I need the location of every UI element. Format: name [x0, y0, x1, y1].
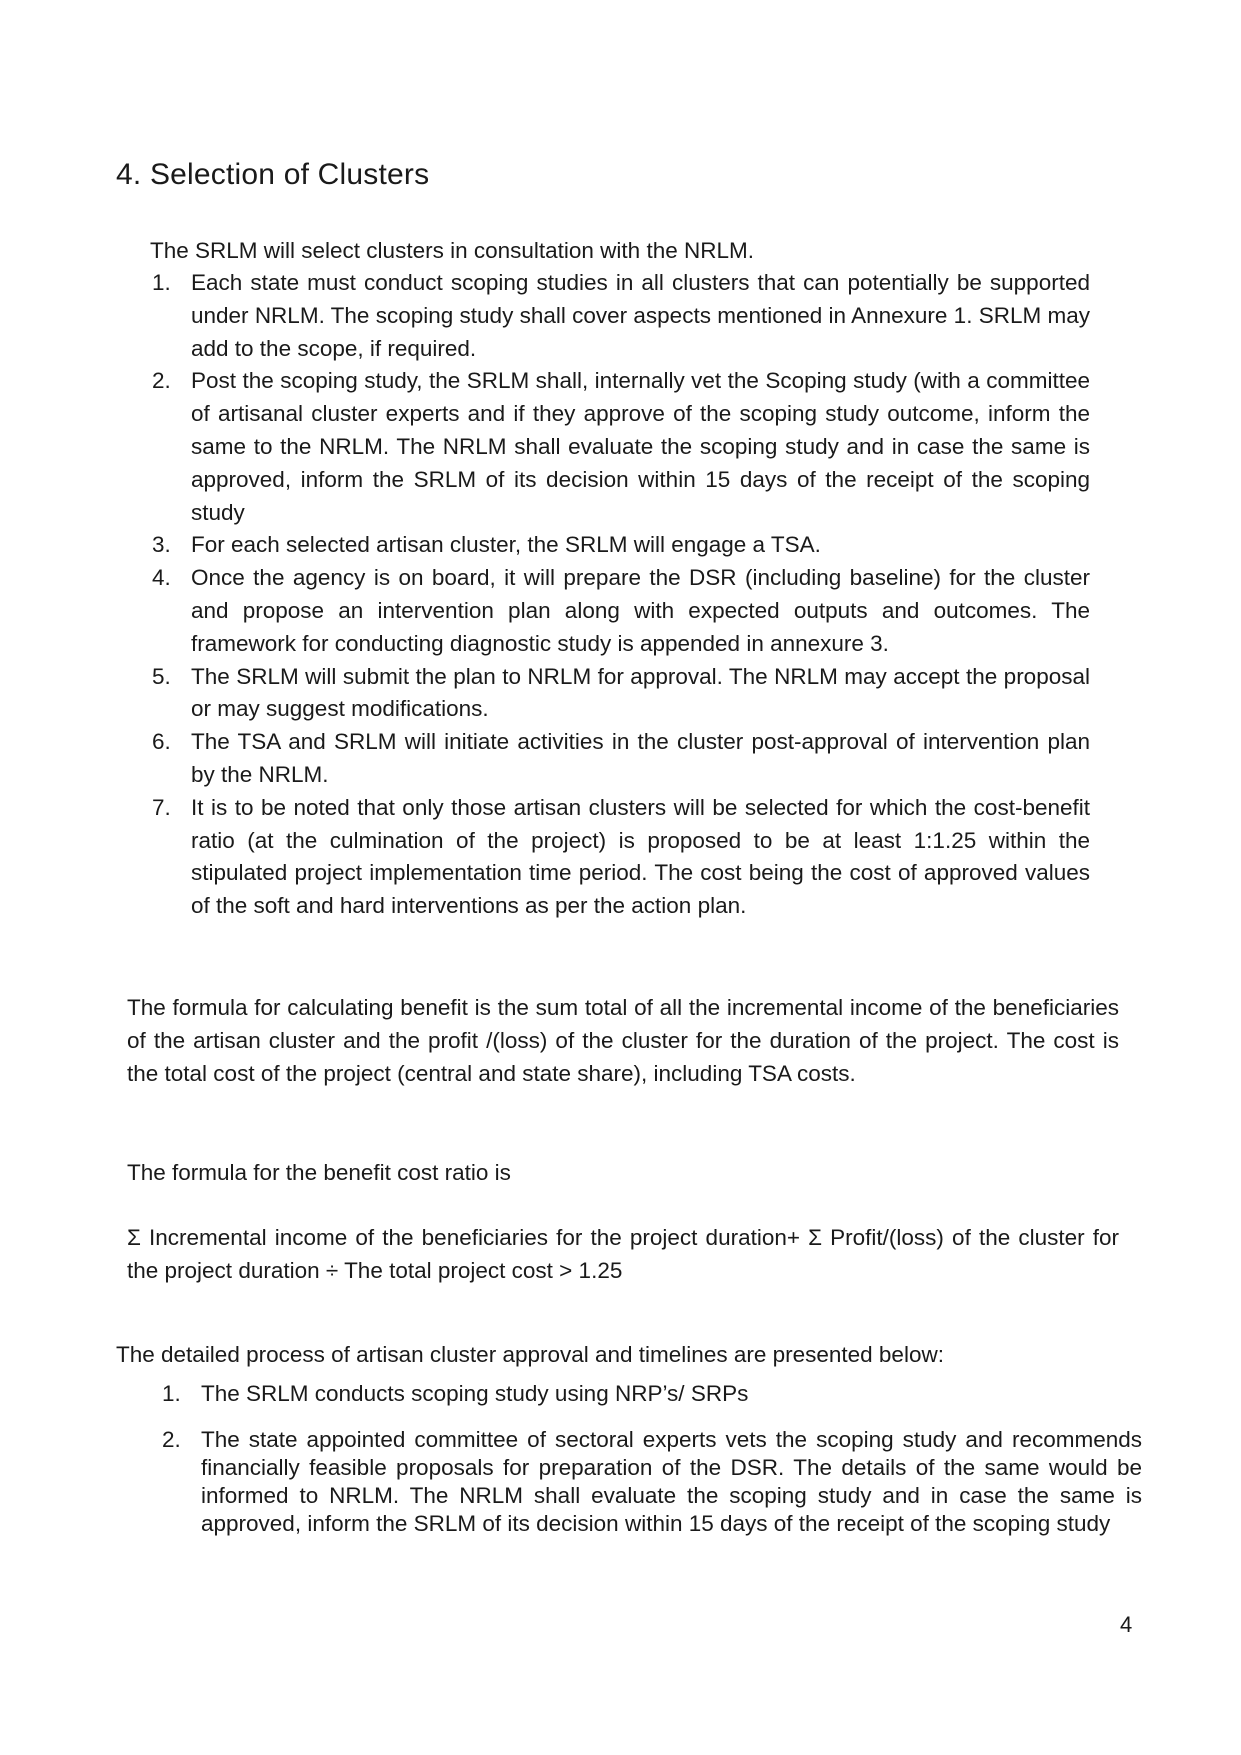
list-item-number: 1. [152, 270, 171, 295]
list-item-number: 2. [152, 368, 171, 394]
list-item-text: Post the scoping study, the SRLM shall, internally vet the Scoping study (with a committee of artisanal cluster experts and if they approve of the scoping study outcome, inform the same to the NRLM. The NRLM shall evaluate the scoping study and in case the same is approved, inform the SRLM of its decision within 15 days of the receipt of the scoping study [191, 368, 1090, 525]
section-heading: 4. Selection of Clusters [116, 158, 430, 191]
list-item-text: The TSA and SRLM will initiate activities in the cluster post-approval of intervention plan by the NRLM. [191, 729, 1090, 787]
ratio-formula-paragraph: Σ Incremental income of the beneficiaries for the project duration+ Σ Profit/(loss) of the cluster for the project duration ÷ The total project cost > 1.25 [127, 1225, 1119, 1283]
list-item-text: It is to be noted that only those artisan clusters will be selected for which the cost-benefit ratio (at the culmination of the project) is proposed to be at least 1:1.25 within the stipulated project implementation time period. The cost being the cost of approved values of the soft and hard interventions as per the action plan. [191, 794, 1090, 919]
list-item-number: 1. [162, 1381, 181, 1406]
list-item-text: Each state must conduct scoping studies in all clusters that can potentially be supported under NRLM. The scoping study shall cover aspects mentioned in Annexure 1. SRLM may add to the scope, if required. [191, 270, 1090, 361]
list-item-number: 5. [152, 663, 171, 689]
list-item [150, 365, 1090, 529]
list-item [150, 529, 1090, 562]
list-item-number: 7. [152, 794, 171, 820]
process-steps-list [160, 1378, 1142, 1539]
list-item-text: The state appointed committee of sectoral experts vets the scoping study and recommends financially feasible proposals for preparation of the DSR. The details of the same would be informed to NRLM. The NRLM shall evaluate the scoping study and in case the same is approved, inform the SRLM of its decision within 15 days of the receipt of the scoping study [201, 1426, 1142, 1537]
list-item [150, 267, 1090, 365]
list-item-number: 6. [152, 729, 171, 755]
list-item-number: 2. [162, 1426, 181, 1452]
list-item-text: For each selected artisan cluster, the SRLM will engage a TSA. [191, 532, 821, 558]
list-item [160, 1378, 1142, 1411]
benefit-formula-paragraph: The formula for calculating benefit is the sum total of all the incremental income of the beneficiaries of the artisan cluster and the profit /(loss) of the cluster for the duration of the project. The cost is the total cost of the project (central and state share), including TSA costs. [127, 995, 1119, 1086]
section-intro: The SRLM will select clusters in consultation with the NRLM. [150, 238, 754, 263]
list-item [150, 562, 1090, 660]
list-item [150, 726, 1090, 792]
list-item-text: The SRLM conducts scoping study using NRP’s/ SRPs [201, 1381, 749, 1406]
list-item [150, 792, 1090, 923]
page-number: 4 [1120, 1612, 1133, 1637]
list-item-text: Once the agency is on board, it will prepare the DSR (including baseline) for the cluster and propose an intervention plan along with expected outputs and outcomes. The framework for conducting diagnostic study is appended in annexure 3. [191, 565, 1090, 656]
list-item [160, 1426, 1142, 1539]
list-item [150, 661, 1090, 727]
list-item-number: 4. [152, 565, 171, 591]
list-item-number: 3. [152, 532, 171, 558]
selection-steps-list [150, 267, 1090, 923]
list-item-text: The SRLM will submit the plan to NRLM for approval. The NRLM may accept the proposal or may suggest modifications. [191, 663, 1090, 722]
ratio-intro-paragraph: The formula for the benefit cost ratio is [127, 1160, 511, 1185]
process-intro-paragraph: The detailed process of artisan cluster approval and timelines are presented below: [116, 1342, 944, 1367]
